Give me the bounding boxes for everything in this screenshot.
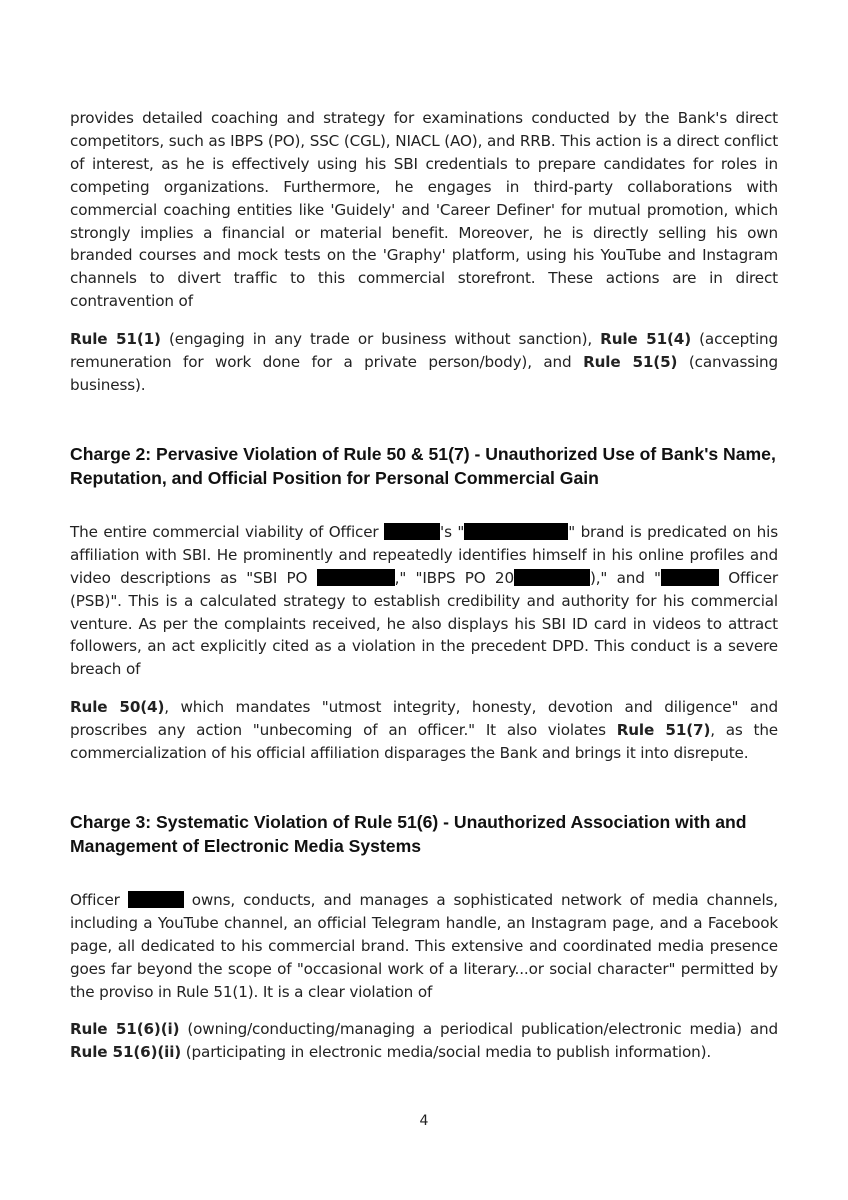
paragraph-rules-51-1-4-5: Rule 51(1) (engaging in any trade or business without sanction), Rule 51(4) (accepting remuneration for work done for a private person/body), and Rule 51(5) (canvassing business).	[70, 330, 779, 394]
redaction-box	[514, 569, 590, 586]
redaction-box	[128, 891, 184, 908]
paragraph-charge-3-body: Officer owns, conducts, and manages a sophisticated network of media channels, including a YouTube channel, an official Telegram handle, an Instagram page, and a Facebook page, all dedicated to his commercial brand. This extensive and coordinated media presence goes far beyond the scope of "occasional work of a literary...or social character" permitted by the proviso in Rule 51(1). It is a clear violation of	[70, 890, 778, 1001]
rule-ref: Rule 51(1)	[70, 330, 161, 349]
redaction-box	[317, 569, 395, 586]
paragraph-rules-50-4-51-7: Rule 50(4), which mandates "utmost integrity, honesty, devotion and diligence" and proscribes any action "unbecoming of an officer." It also violates Rule 51(7), as the commercialization of his official affiliation disparages the Bank and brings it into disrepute.	[70, 698, 779, 763]
redaction-box	[661, 569, 719, 586]
paragraph-charge-2-body: The entire commercial viability of Officer 's " " brand is predicated on his affiliation with SBI. He prominently and repeatedly identifies himself in his online profiles and video descriptions as "SBI PO ," "IBPS PO 20 )," and " Officer (PSB)". This is a calculated strategy to establish credibility and authority for his commercial venture. As per the complaints received, he also displays his SBI ID card in videos to attract followers, an act explicitly cited as a violation in the precedent DPD. This conduct is a severe breach of	[70, 522, 779, 679]
rule-ref: Rule 51(4)	[600, 330, 692, 349]
paragraph-coaching-competitors: provides detailed coaching and strategy for examinations conducted by the Bank's direct competitors, such as IBPS (PO), SSC (CGL), NIACL (AO), and RRB. This action is a direct conflict of interest, as he is effectively using his SBI credentials to prepare candidates for roles in competing organizations. Furthermore, he engages in third-party collaborations with commercial coaching entities like 'Guidely' and 'Career Definer' for mutual promotion, which strongly implies a financial or material benefit. Moreover, he is directly selling his own branded courses and mock tests on the 'Graphy' platform, using his YouTube and Instagram channels to divert traffic to this commercial storefront. These actions are in direct contravention of	[70, 109, 778, 311]
document-page	[70, 107, 778, 1064]
redaction-box	[464, 523, 568, 540]
paragraph-rules-51-6: Rule 51(6)(i) (owning/conducting/managing a periodical publication/electronic media) and Rule 51(6)(ii) (participating in electronic media/social media to publish information).	[70, 1020, 779, 1062]
rule-ref: Rule 51(5)	[583, 353, 678, 372]
page-number: 4	[419, 1113, 429, 1129]
rule-ref: Rule 51(6)(i)	[70, 1020, 180, 1039]
charge-2-heading: Charge 2: Pervasive Violation of Rule 50 & 51(7) - Unauthorized Use of Bank's Name, Reputation, and Official Position for Personal Commercial Gain	[70, 443, 776, 488]
rule-ref: Rule 51(7)	[616, 721, 711, 740]
charge-3-heading: Charge 3: Systematic Violation of Rule 51(6) - Unauthorized Association with and Management of Electronic Media Systems	[70, 811, 747, 856]
redaction-box	[384, 523, 440, 540]
rule-ref: Rule 51(6)(ii)	[70, 1043, 182, 1062]
rule-ref: Rule 50(4)	[70, 698, 165, 717]
